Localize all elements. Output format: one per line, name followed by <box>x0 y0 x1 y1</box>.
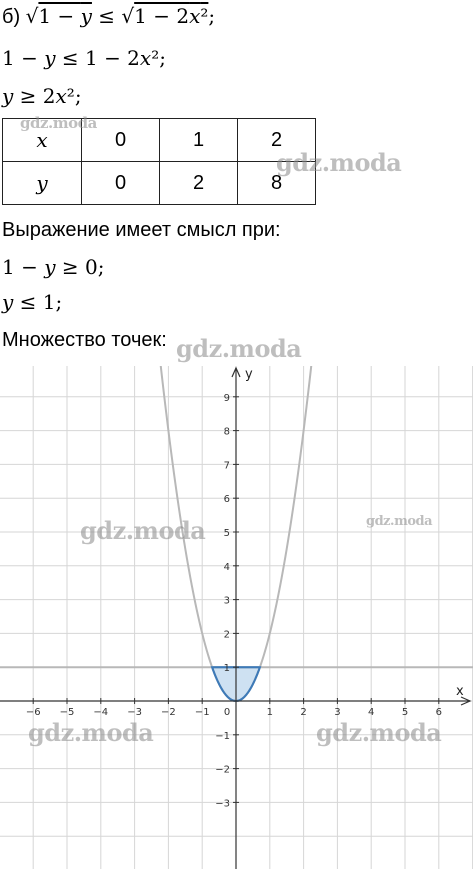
x-tick-label: 6 <box>435 707 442 718</box>
watermark: gdz.moda <box>28 718 154 747</box>
table-header-y: y <box>3 162 82 205</box>
y-tick-label: −3 <box>215 798 230 810</box>
y-tick-label: 6 <box>223 494 230 506</box>
x-tick-label: −1 <box>194 707 210 718</box>
table-cell: 8 <box>238 162 316 205</box>
axes <box>0 367 470 869</box>
watermark: gdz.moda <box>366 514 433 529</box>
x-tick-label: 4 <box>368 707 375 718</box>
sqrt-expression: √1 − y ≤ √1 − 2x²; <box>25 4 216 28</box>
watermark: gdz.moda <box>20 114 97 132</box>
x-tick-label: 2 <box>300 707 307 718</box>
y-tick-label: 2 <box>223 629 230 641</box>
y-tick-label: 8 <box>223 426 230 438</box>
watermark: gdz.moda <box>80 516 206 545</box>
inequality-line-2: 1 − y ≤ 1 − 2x²; <box>2 46 166 70</box>
table-header-x: x <box>3 119 82 162</box>
coordinate-graph <box>0 366 473 869</box>
table-cell: 1 <box>160 119 238 162</box>
x-tick-label: 3 <box>334 707 341 718</box>
domain-text: Выражение имеет смысл при: <box>2 219 281 241</box>
x-tick-label: 5 <box>401 707 409 718</box>
x-tick-label: −6 <box>25 707 41 718</box>
y-tick-label: 4 <box>223 561 230 573</box>
x-tick-label: −5 <box>59 707 75 718</box>
table-cell: 0 <box>82 162 160 205</box>
points-set-text: Множество точек: <box>2 329 167 351</box>
table-row-y <box>3 162 316 205</box>
y-tick-label: −2 <box>215 764 230 776</box>
x-axis-label: x <box>456 684 464 699</box>
inequality-line-5: 1 − y ≥ 0; <box>2 255 105 279</box>
y-tick-label: 7 <box>223 460 230 472</box>
watermark: gdz.moda <box>276 148 402 177</box>
y-axis-label: y <box>245 367 253 382</box>
table-cell: 2 <box>160 162 238 205</box>
y-tick-label: 3 <box>223 595 230 607</box>
inequality-line-1: б) √1 − y ≤ √1 − 2x²; <box>2 4 216 28</box>
y-tick-label: 1 <box>223 663 230 675</box>
inequality-line-3: y ≥ 2x²; <box>2 84 82 108</box>
table-cell: 2 <box>238 119 316 162</box>
y-tick-label: −1 <box>215 730 230 742</box>
inequality-line-6: y ≤ 1; <box>2 290 63 314</box>
x-tick-label: 1 <box>266 707 273 718</box>
watermark: gdz.moda <box>316 718 442 747</box>
watermark: gdz.moda <box>176 334 302 363</box>
x-tick-label: −2 <box>161 707 176 718</box>
x-tick-label: −3 <box>127 707 142 718</box>
table-cell: 0 <box>82 119 160 162</box>
y-tick-label: 5 <box>223 528 230 539</box>
y-tick-label: 9 <box>223 392 230 404</box>
x-tick-label: −4 <box>93 707 109 718</box>
x-tick-label: 0 <box>223 707 231 718</box>
